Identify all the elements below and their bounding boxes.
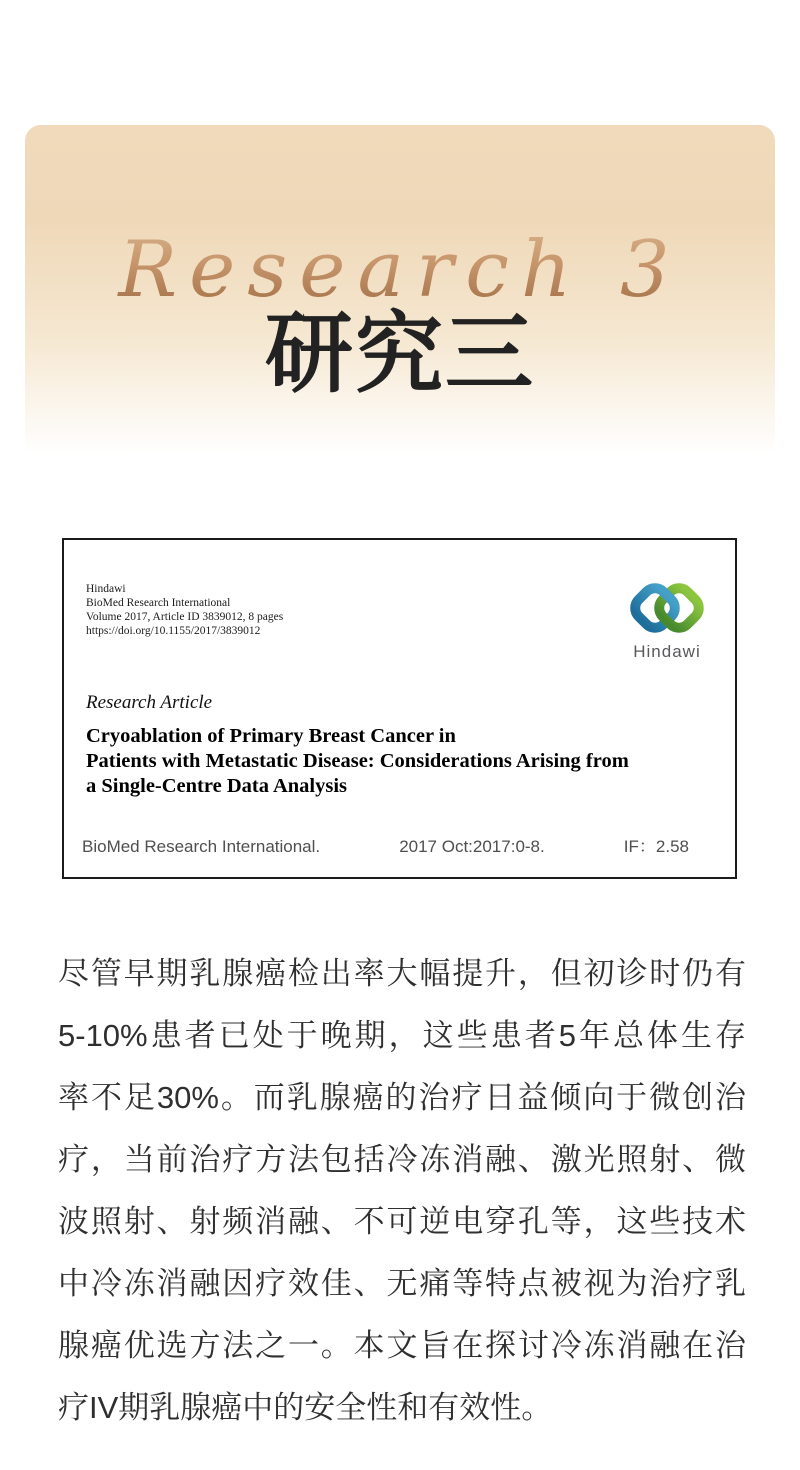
chinese-section-title: 研究三 (264, 307, 535, 404)
summary-line: 波照射、射频消融、不可逆电穿孔等，这些技术 (58, 1204, 746, 1239)
research-script-title: Research 3 (0, 220, 800, 320)
publisher-info (86, 582, 283, 638)
hindawi-rings-icon (612, 576, 722, 640)
summary-line: 5-10%患者已处于晚期，这些患者5年总体生存 (58, 1018, 746, 1053)
citation-meta-row (82, 832, 689, 857)
hindawi-logo-label: Hindawi (633, 642, 701, 661)
doi-url: https://doi.org/10.1155/2017/3839012 (86, 625, 261, 637)
article-title (86, 724, 726, 799)
summary-line: 腺癌优选方法之一。本文旨在探讨冷冻消融在治 (58, 1328, 746, 1363)
citation-impact-factor: IF：2.58 (623, 837, 689, 856)
hindawi-logo (607, 576, 727, 662)
journal-citation-card (62, 538, 737, 879)
journal-name: BioMed Research International (86, 597, 231, 609)
summary-line: 中冷冻消融因疗效佳、无痛等特点被视为治疗乳 (58, 1266, 746, 1301)
article-title-line: Cryoablation of Primary Breast Cancer in (86, 725, 456, 747)
article-type-label: Research Article (86, 692, 213, 713)
summary-line: 尽管早期乳腺癌检出率大幅提升，但初诊时仍有 (58, 956, 746, 991)
citation-journal: BioMed Research International. (82, 837, 321, 856)
volume-article-id: Volume 2017, Article ID 3839012, 8 pages (86, 611, 284, 623)
summary-line: 率不足30%。而乳腺癌的治疗日益倾向于微创治 (58, 1080, 746, 1115)
publisher-name: Hindawi (86, 583, 126, 595)
article-title-line: Patients with Metastatic Disease: Considerations Arising from (86, 750, 629, 772)
article-title-line: a Single-Centre Data Analysis (86, 775, 348, 797)
citation-date-pages: 2017 Oct:2017:0-8. (399, 837, 545, 856)
summary-paragraph (58, 943, 746, 1439)
summary-line: 疗IV期乳腺癌中的安全性和有效性。 (58, 1390, 553, 1425)
summary-line: 疗，当前治疗方法包括冷冻消融、激光照射、微 (58, 1142, 746, 1177)
